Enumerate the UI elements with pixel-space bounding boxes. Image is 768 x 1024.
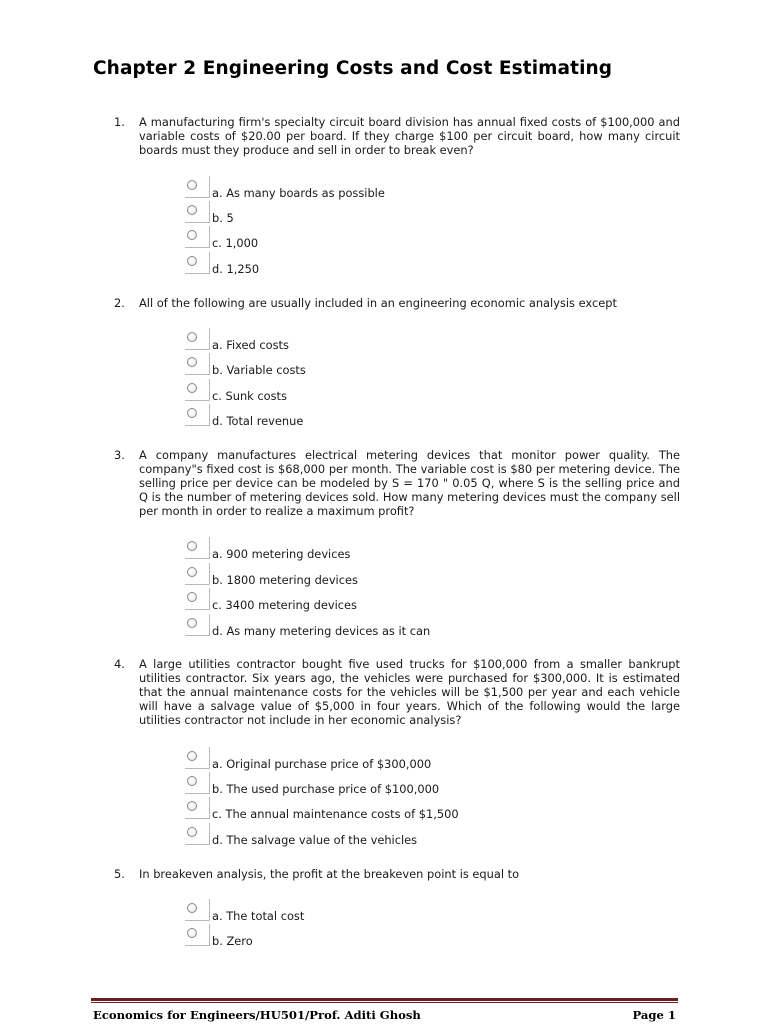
option-3d[interactable] xyxy=(185,618,605,640)
radio-button[interactable] xyxy=(187,618,197,628)
option-label: c. 1,000 xyxy=(212,236,259,250)
radio-button[interactable] xyxy=(187,180,197,190)
question-2 xyxy=(114,296,680,310)
option-2d[interactable] xyxy=(185,408,605,430)
option-label: c. Sunk costs xyxy=(212,389,287,403)
option-label: b. Zero xyxy=(212,934,253,948)
option-4c[interactable] xyxy=(185,801,605,823)
question-3 xyxy=(114,448,680,518)
option-1d[interactable] xyxy=(185,256,605,278)
radio-button[interactable] xyxy=(187,928,197,938)
radio-button[interactable] xyxy=(187,567,197,577)
question-number: 2. xyxy=(114,296,125,310)
option-label: b. 5 xyxy=(212,211,234,225)
option-label: c. The annual maintenance costs of $1,500 xyxy=(212,807,459,821)
option-3b[interactable] xyxy=(185,567,605,589)
question-number: 3. xyxy=(114,448,125,462)
question-1 xyxy=(114,115,680,157)
option-label: a. As many boards as possible xyxy=(212,186,385,200)
option-label: a. Fixed costs xyxy=(212,338,289,352)
option-2a[interactable] xyxy=(185,332,605,354)
radio-button[interactable] xyxy=(187,332,197,342)
question-text: A company manufactures electrical metering devices that monitor power quality. The company"s fixed cost is $68,000 per month. The variable cost is $80 per metering device. The selling price per device can be modeled by S = 170 " 0.05 Q, where S is the selling price and Q is the number of metering devices sold. How many metering devices must the company sell per month in order to realize a maximum profit? xyxy=(139,448,680,518)
radio-button[interactable] xyxy=(187,541,197,551)
option-5b[interactable] xyxy=(185,928,605,950)
footer-rule-thick xyxy=(91,998,678,1001)
option-1c[interactable] xyxy=(185,230,605,252)
option-3a[interactable] xyxy=(185,541,605,563)
radio-button[interactable] xyxy=(187,801,197,811)
question-text: All of the following are usually included in an engineering economic analysis except xyxy=(139,296,617,310)
radio-button[interactable] xyxy=(187,205,197,215)
option-label: d. 1,250 xyxy=(212,262,260,276)
question-number: 4. xyxy=(114,657,125,671)
option-1b[interactable] xyxy=(185,205,605,227)
radio-button[interactable] xyxy=(187,357,197,367)
option-label: d. Total revenue xyxy=(212,414,304,428)
question-text: A large utilities contractor bought five used trucks for $100,000 from a smaller bankrupt utilities contractor. Six years ago, the vehicles were purchased for $300,000. It is estimated that the annual maintenance costs for the vehicles will be $1,500 per year and each vehicle will have a salvage value of $5,000 in four years. Which of the following would the large utilities contractor not include in her economic analysis? xyxy=(139,657,680,727)
option-2c[interactable] xyxy=(185,383,605,405)
radio-button[interactable] xyxy=(187,592,197,602)
option-label: a. Original purchase price of $300,000 xyxy=(212,757,432,771)
option-label: d. As many metering devices as it can xyxy=(212,624,431,638)
footer-course-info: Economics for Engineers/HU501/Prof. Aditi Ghosh xyxy=(93,1008,421,1022)
option-label: d. The salvage value of the vehicles xyxy=(212,833,418,847)
option-4b[interactable] xyxy=(185,776,605,798)
radio-button[interactable] xyxy=(187,827,197,837)
option-4d[interactable] xyxy=(185,827,605,849)
radio-button[interactable] xyxy=(187,776,197,786)
option-5a[interactable] xyxy=(185,903,605,925)
option-label: b. 1800 metering devices xyxy=(212,573,358,587)
option-3c[interactable] xyxy=(185,592,605,614)
option-4a[interactable] xyxy=(185,751,605,773)
question-number: 1. xyxy=(114,115,125,129)
question-text: A manufacturing firm's specialty circuit board division has annual fixed costs of $100,000 and variable costs of $20.00 per board. If they charge $100 per circuit board, how many circuit boards must they produce and sell in order to break even? xyxy=(139,115,680,157)
option-1a[interactable] xyxy=(185,180,605,202)
radio-button[interactable] xyxy=(187,383,197,393)
option-label: c. 3400 metering devices xyxy=(212,598,357,612)
page-title: Chapter 2 Engineering Costs and Cost Estimating xyxy=(93,58,613,79)
question-number: 5. xyxy=(114,867,125,881)
radio-button[interactable] xyxy=(187,256,197,266)
question-5 xyxy=(114,867,680,881)
radio-button[interactable] xyxy=(187,903,197,913)
radio-button[interactable] xyxy=(187,751,197,761)
question-4 xyxy=(114,657,680,727)
option-2b[interactable] xyxy=(185,357,605,379)
footer-page-number: Page 1 xyxy=(632,1008,676,1022)
question-text: In breakeven analysis, the profit at the breakeven point is equal to xyxy=(139,867,520,881)
option-label: a. 900 metering devices xyxy=(212,547,351,561)
option-label: b. The used purchase price of $100,000 xyxy=(212,782,440,796)
footer-rule-thin xyxy=(91,1002,678,1003)
radio-button[interactable] xyxy=(187,230,197,240)
radio-button[interactable] xyxy=(187,408,197,418)
option-label: b. Variable costs xyxy=(212,363,306,377)
option-label: a. The total cost xyxy=(212,909,305,923)
